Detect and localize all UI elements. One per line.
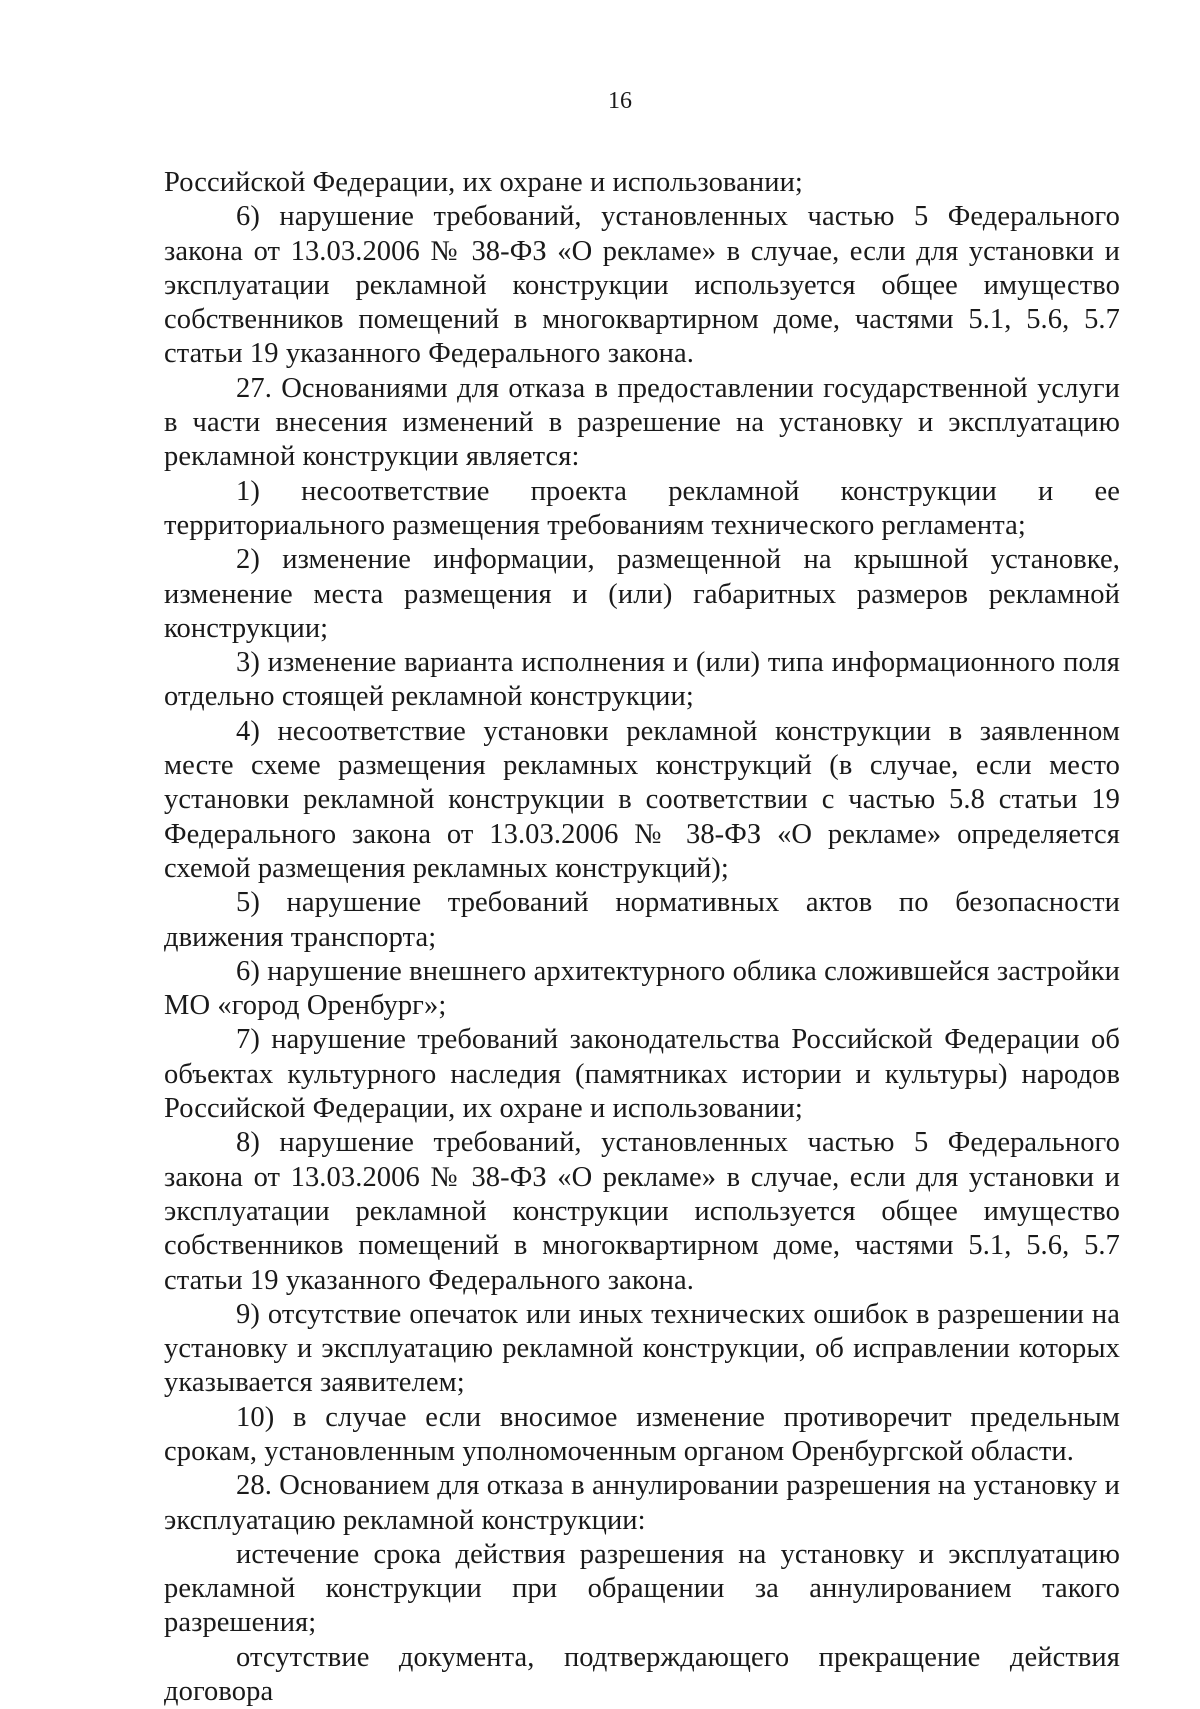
paragraph-27-item-5: 5) нарушение требований нормативных актов по безопасности движения транспорта; (164, 887, 1120, 953)
paragraph-27-item-8: 8) нарушение требований, установленных частью 5 Федерального закона от 13.03.2006 № 38-ФЗ «О рекламе» в случае, если для установки и эксплуатации рекламной конструкции используется общее имущество собственников помещений в многоквартирном доме, частями 5.1, 5.6, 5.7 статьи 19 указанного Федерального закона. (164, 1127, 1120, 1296)
paragraph-28-item-expiry: истечение срока действия разрешения на установку и эксплуатацию рекламной конструкции при обращении за аннулированием такого разрешения; (164, 1538, 1120, 1639)
paragraph-28-item-missing-document: отсутствие документа, подтверждающего прекращение действия договора (164, 1641, 1120, 1708)
paragraph-27-item-6: 6) нарушение внешнего архитектурного облика сложившейся застройки МО «город Оренбург»; (164, 955, 1120, 1022)
document-body (164, 166, 1120, 1709)
paragraph-27: 27. Основаниями для отказа в предоставлении государственной услуги в части внесения изменений в разрешение на установку и эксплуатацию рекламной конструкции является: (164, 372, 1120, 473)
paragraph-27-item-10: 10) в случае если вносимое изменение противоречит предельным срокам, установленным уполномоченным органом Оренбургской области. (164, 1401, 1120, 1467)
paragraph-continuation: Российской Федерации, их охране и использовании; (164, 167, 803, 198)
paragraph-27-item-4: 4) несоответствие установки рекламной конструкции в заявленном месте схеме размещения рекламных конструкций (в случае, если место установки рекламной конструкции в соответствии с частью 5.8 статьи 19 Федерального закона от 13.03.2006 № 38-ФЗ «О рекламе» определяется схемой размещения рекламных конструкций); (164, 715, 1120, 884)
paragraph-27-item-1: 1) несоответствие проекта рекламной конструкции и ее территориального размещения требованиям технического регламента; (164, 475, 1120, 541)
paragraph-27-item-3: 3) изменение варианта исполнения и (или) типа информационного поля отдельно стоящей рекламной конструкции; (164, 647, 1120, 713)
paragraph-28: 28. Основанием для отказа в аннулировании разрешения на установку и эксплуатацию рекламной конструкции: (164, 1470, 1120, 1536)
paragraph-27-item-2: 2) изменение информации, размещенной на крышной установке, изменение места размещения и (или) габаритных размеров рекламной конструкции; (164, 544, 1120, 644)
paragraph-item-6: 6) нарушение требований, установленных частью 5 Федерального закона от 13.03.2006 № 38-ФЗ «О рекламе» в случае, если для установки и эксплуатации рекламной конструкции используется общее имущество собственников помещений в многоквартирном доме, частями 5.1, 5.6, 5.7 статьи 19 указанного Федерального закона. (164, 201, 1120, 370)
paragraph-27-item-7: 7) нарушение требований законодательства Российской Федерации об объектах культурного наследия (памятниках истории и культуры) народов Российской Федерации, их охране и использовании; (164, 1024, 1120, 1125)
paragraph-27-item-9: 9) отсутствие опечаток или иных технических ошибок в разрешении на установку и эксплуатацию рекламной конструкции, об исправлении которых указывается заявителем; (164, 1298, 1120, 1399)
page-number: 16 (608, 88, 632, 114)
